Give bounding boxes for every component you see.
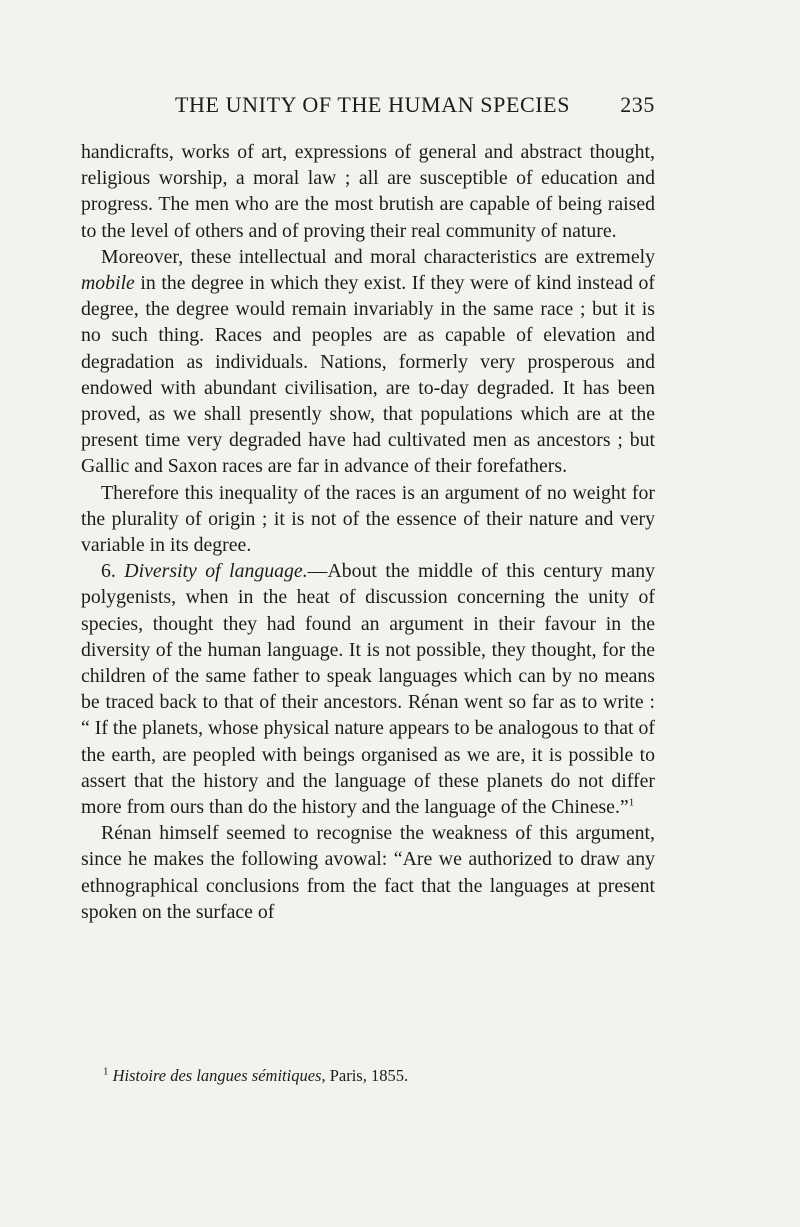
footnote-title: Histoire des langues sémitiques	[112, 1066, 322, 1085]
footnote-reference[interactable]: 1	[628, 796, 635, 809]
running-title: THE UNITY OF THE HUMAN SPECIES	[175, 92, 571, 117]
page-number: 235	[620, 92, 655, 117]
footnote-marker: 1	[103, 1065, 109, 1078]
emphasis-mobile: mobile	[81, 272, 135, 295]
paragraph-2-text-b: in the degree in which they exist. If they were of kind instead of degree, the degree would remain invariably in the same race ; but it is no such thing. Races and peoples are as capable of elevation and degradation as individuals. Nations, formerly very prosperous and endowed with abundant civilisation, are to-day degraded. It has been proved, as we shall presently show, that populations which are at the present time very degraded have had cultivated men as ancestors ; but Gallic and Saxon races are far in advance of their forefathers.	[81, 272, 655, 478]
section-number: 6.	[101, 560, 125, 583]
paragraph-4	[81, 558, 655, 820]
paragraph-4-text: —About the middle of this century many polygenists, when in the heat of discussion concerning the unity of species, thought they had found an argument in their favour in the diversity of the human language. It is not possible, they thought, for the children of the same father to speak languages which can by no means be traced back to that of their ancestors. Rénan went so far as to write : “ If the planets, whose physical nature appears to be analogous to that of the earth, are peopled with beings organised as we are, it is possible to assert that the history and the language of these planets do not differ more from ours than do the history and the language of the Chinese.”	[81, 560, 655, 819]
body-text	[81, 139, 655, 925]
paragraph-5: Rénan himself seemed to recognise the weakness of this argument, since he makes the following avowal: “Are we authorized to draw any ethnographical conclusions from the fact that the languages at present spoken on the surface of	[81, 822, 655, 923]
paragraph-3: Therefore this inequality of the races is an argument of no weight for the plurality of origin ; it is not of the essence of their nature and very variable in its degree.	[81, 481, 655, 557]
paragraph-1: handicrafts, works of art, expressions of general and abstract thought, religious worship, a moral law ; all are susceptible of education and progress. The men who are the most brutish are capable of being raised to the level of others and of proving their real community of nature.	[81, 141, 655, 242]
paragraph-2	[81, 244, 655, 480]
footnote-citation: , Paris, 1855.	[321, 1066, 409, 1085]
section-heading: Diversity of language.	[124, 560, 308, 583]
footnote	[103, 1065, 663, 1087]
paragraph-2-text-a: Moreover, these intellectual and moral characteristics are extremely	[101, 245, 655, 268]
running-header	[175, 92, 655, 122]
